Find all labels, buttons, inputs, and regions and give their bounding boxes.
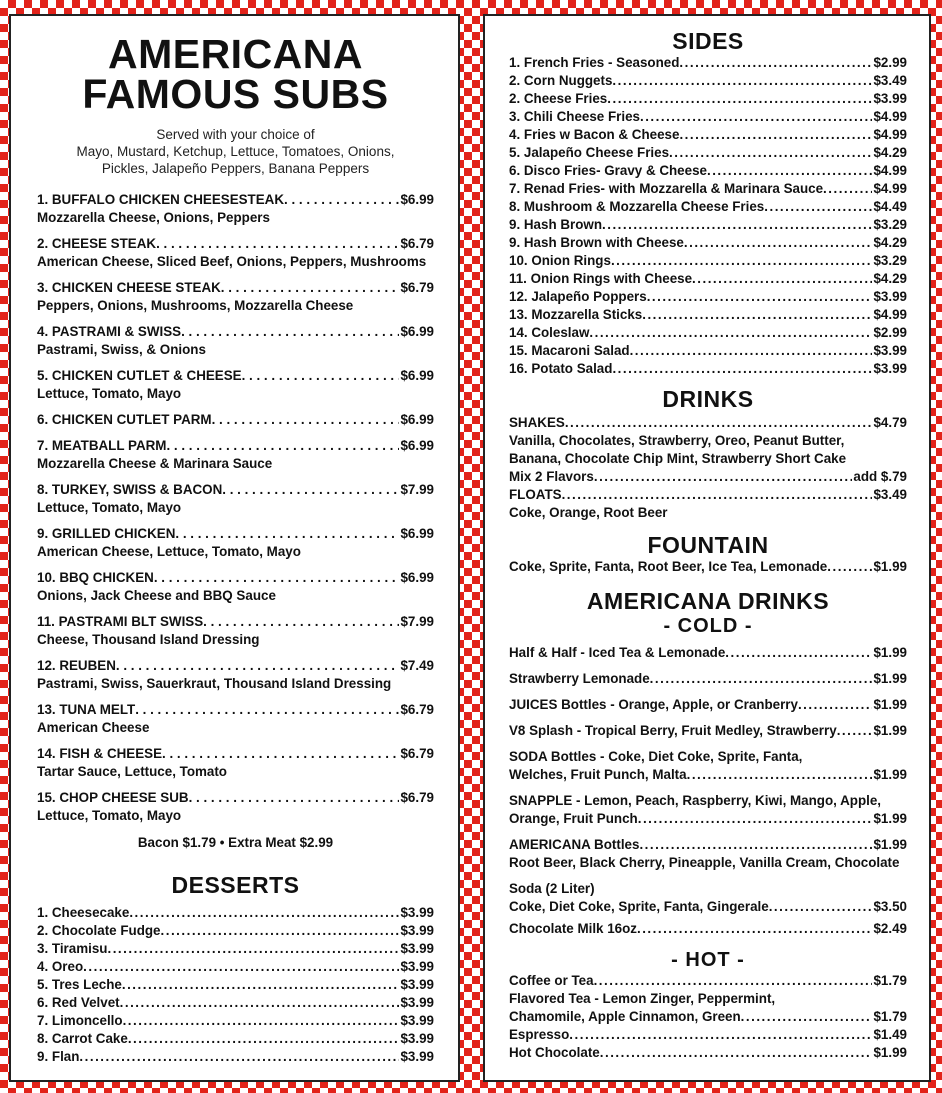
item-price: $7.99: [400, 614, 434, 629]
list-item: [509, 558, 907, 576]
list-item: [37, 904, 434, 922]
item-price: $1.99: [873, 1045, 907, 1060]
item-price: $3.50: [873, 899, 907, 914]
list-item: [509, 108, 907, 126]
list-item: [37, 437, 434, 473]
item-name: 16. Potato Salad: [509, 361, 613, 376]
item-name: Mix 2 Flavors: [509, 469, 594, 484]
item-name: 7. Renad Fries- with Mozzarella & Marinara Sauce: [509, 181, 824, 196]
item-name: Hot Chocolate: [509, 1045, 600, 1060]
fountain-title: FOUNTAIN: [647, 532, 769, 558]
item-description: Mozzarella Cheese & Marinara Sauce: [37, 456, 273, 471]
hot-label: - HOT -: [671, 949, 745, 971]
item-price: $3.29: [873, 217, 907, 232]
item-price: $3.99: [400, 1013, 434, 1028]
item-name: 4. PASTRAMI & SWISS: [37, 324, 182, 339]
item-name: 7. MEATBALL PARM: [37, 438, 167, 453]
list-item: [37, 411, 434, 429]
item-name: 3. CHICKEN CHEESE STEAK: [37, 280, 221, 295]
list-item: [509, 90, 907, 108]
item-description: American Cheese: [37, 720, 150, 735]
item-name: 9. Flan: [37, 1049, 80, 1064]
list-item: [509, 252, 907, 270]
list-item: [37, 922, 434, 940]
item-description: Tartar Sauce, Lettuce, Tomato: [37, 764, 227, 779]
americana-drinks-title: AMERICANA DRINKS: [586, 588, 830, 614]
item-description: Pastrami, Swiss, Sauerkraut, Thousand Island Dressing: [37, 676, 392, 691]
item-price: $4.99: [873, 181, 907, 196]
subs-subtitle-line1: Served with your choice of: [156, 127, 315, 142]
list-item: [509, 468, 907, 486]
item-name: 6. Red Velvet: [37, 995, 120, 1010]
item-price: $4.99: [873, 127, 907, 142]
list-item: [509, 324, 907, 342]
item-price: $3.99: [400, 941, 434, 956]
item-price: $3.29: [873, 253, 907, 268]
item-name: 8. TURKEY, SWISS & BACON: [37, 482, 223, 497]
sides-list: [509, 54, 907, 378]
item-description: Banana, Chocolate Chip Mint, Strawberry Short Cake: [509, 451, 847, 466]
item-name: 1. BUFFALO CHICKEN CHEESESTEAK: [37, 192, 285, 207]
item-price: $3.99: [400, 905, 434, 920]
list-item: [37, 1048, 434, 1066]
item-price: $6.79: [400, 746, 434, 761]
item-name: SHAKES: [509, 415, 565, 430]
item-name: 6. CHICKEN CUTLET PARM: [37, 412, 212, 427]
item-name: 9. Hash Brown with Cheese: [509, 235, 684, 250]
list-item: [37, 1012, 434, 1030]
cold-label: - COLD -: [663, 615, 753, 637]
list-item: [509, 360, 907, 378]
item-name: 10. BBQ CHICKEN: [37, 570, 154, 585]
list-item: [37, 481, 434, 517]
item-name: 12. REUBEN: [37, 658, 116, 673]
item-price: $3.99: [400, 1049, 434, 1064]
list-item: [37, 958, 434, 976]
list-item: [509, 72, 907, 90]
desserts-list: [37, 904, 434, 1066]
list-item: [509, 722, 907, 740]
item-name: 12. Jalapeño Poppers: [509, 289, 647, 304]
item-name: 3. Tiramisu: [37, 941, 108, 956]
item-price: $6.79: [400, 702, 434, 717]
item-name: 5. Jalapeño Cheese Fries: [509, 145, 670, 160]
item-price: $6.79: [400, 236, 434, 251]
item-name: 2. CHEESE STEAK: [37, 236, 157, 251]
sub-extras: Bacon $1.79 • Extra Meat $2.99: [137, 835, 334, 850]
item-price: $1.99: [873, 559, 907, 574]
item-name: Chocolate Milk 16oz: [509, 921, 637, 936]
item-name: FLOATS: [509, 487, 562, 502]
list-item: [509, 898, 907, 916]
item-description: Root Beer, Black Cherry, Pineapple, Vanilla Cream, Chocolate: [509, 855, 900, 870]
item-name: 8. Mushroom & Mozzarella Cheese Fries: [509, 199, 765, 214]
item-price: $6.79: [400, 280, 434, 295]
item-price: $4.49: [873, 199, 907, 214]
item-name: V8 Splash - Tropical Berry, Fruit Medley, Strawberry: [509, 723, 837, 738]
list-item: [509, 414, 907, 432]
list-item: [509, 234, 907, 252]
list-item: [509, 696, 907, 714]
item-name: 1. French Fries - Seasoned: [509, 55, 680, 70]
item-price: $4.99: [873, 163, 907, 178]
list-item: [37, 976, 434, 994]
item-description: American Cheese, Sliced Beef, Onions, Peppers, Mushrooms: [37, 254, 427, 269]
item-name: Coke, Diet Coke, Sprite, Fanta, Gingerale: [509, 899, 769, 914]
drinks-title: DRINKS: [662, 386, 754, 412]
list-item: [509, 766, 907, 784]
item-price: $6.99: [400, 324, 434, 339]
item-name: 9. GRILLED CHICKEN: [37, 526, 176, 541]
item-price: $6.99: [400, 412, 434, 427]
item-name: 3. Chili Cheese Fries: [509, 109, 640, 124]
item-price: $2.49: [873, 921, 907, 936]
item-name: 11. Onion Rings with Cheese: [509, 271, 693, 286]
item-name: 14. FISH & CHEESE: [37, 746, 163, 761]
subs-list: [37, 191, 434, 825]
list-item: [509, 342, 907, 360]
list-item: [509, 162, 907, 180]
item-price: $3.99: [400, 1031, 434, 1046]
subs-title-line2: FAMOUS SUBS: [82, 71, 389, 117]
list-item: [509, 670, 907, 688]
item-description: Pastrami, Swiss, & Onions: [37, 342, 206, 357]
item-description: Vanilla, Chocolates, Strawberry, Oreo, Peanut Butter,: [509, 433, 845, 448]
list-item: [509, 1044, 907, 1062]
list-item: [509, 486, 907, 504]
item-price: $3.99: [873, 289, 907, 304]
item-description: Lettuce, Tomato, Mayo: [37, 808, 182, 823]
item-price: $1.99: [873, 697, 907, 712]
item-description: Lettuce, Tomato, Mayo: [37, 500, 182, 515]
list-item: [509, 972, 907, 990]
item-name: 10. Onion Rings: [509, 253, 611, 268]
list-item: [37, 191, 434, 227]
item-name: 2. Chocolate Fudge: [37, 923, 161, 938]
list-item: [509, 126, 907, 144]
list-item: [37, 367, 434, 403]
list-item: [37, 569, 434, 605]
item-price: $1.99: [873, 645, 907, 660]
item-name: Strawberry Lemonade: [509, 671, 650, 686]
item-price: $4.29: [873, 271, 907, 286]
item-name: 5. CHICKEN CUTLET & CHEESE: [37, 368, 242, 383]
list-item: [37, 1030, 434, 1048]
item-name: 14. Coleslaw: [509, 325, 590, 340]
list-item: [37, 235, 434, 271]
item-name: 11. PASTRAMI BLT SWISS: [37, 614, 204, 629]
item-description: Peppers, Onions, Mushrooms, Mozzarella Cheese: [37, 298, 354, 313]
item-price: $1.99: [873, 811, 907, 826]
item-price: $1.99: [873, 767, 907, 782]
item-description: Soda (2 Liter): [509, 881, 595, 896]
item-description: Flavored Tea - Lemon Zinger, Peppermint,: [509, 991, 776, 1006]
item-price: $1.49: [873, 1027, 907, 1042]
item-name: 15. Macaroni Salad: [509, 343, 630, 358]
list-item: [509, 920, 907, 938]
item-price: $3.99: [873, 343, 907, 358]
item-price: $4.29: [873, 145, 907, 160]
item-price: $3.99: [400, 995, 434, 1010]
item-price: $3.49: [873, 73, 907, 88]
item-name: 2. Corn Nuggets: [509, 73, 613, 88]
item-price: $3.99: [873, 361, 907, 376]
subs-desserts-panel: [9, 14, 460, 1082]
item-name: AMERICANA Bottles: [509, 837, 640, 852]
item-description: Onions, Jack Cheese and BBQ Sauce: [37, 588, 276, 603]
list-item: [509, 270, 907, 288]
list-item: [509, 644, 907, 662]
list-item: [37, 994, 434, 1012]
list-item: [37, 279, 434, 315]
item-name: Chamomile, Apple Cinnamon, Green: [509, 1009, 741, 1024]
item-price: $3.99: [873, 91, 907, 106]
item-description: Mozzarella Cheese, Onions, Peppers: [37, 210, 270, 225]
list-item: [509, 810, 907, 828]
sides-title: SIDES: [672, 28, 744, 54]
list-item: [509, 216, 907, 234]
item-price: $1.99: [873, 723, 907, 738]
subs-title-line1: AMERICANA: [107, 31, 364, 77]
list-item: [509, 836, 907, 854]
item-name: Espresso: [509, 1027, 570, 1042]
list-item: [509, 54, 907, 72]
item-name: 6. Disco Fries- Gravy & Cheese: [509, 163, 707, 178]
item-price: $6.99: [400, 526, 434, 541]
item-name: 5. Tres Leche: [37, 977, 122, 992]
item-name: 4. Fries w Bacon & Cheese: [509, 127, 680, 142]
list-item: [509, 288, 907, 306]
item-price: $6.99: [400, 570, 434, 585]
list-item: [37, 701, 434, 737]
item-name: 13. TUNA MELT: [37, 702, 136, 717]
item-description: American Cheese, Lettuce, Tomato, Mayo: [37, 544, 301, 559]
item-price: $4.29: [873, 235, 907, 250]
item-price: $1.99: [873, 837, 907, 852]
item-name: Coke, Sprite, Fanta, Root Beer, Ice Tea, Lemonade: [509, 559, 828, 574]
item-price: $1.79: [873, 973, 907, 988]
list-item: [37, 323, 434, 359]
list-item: [37, 525, 434, 561]
item-price: $3.99: [400, 959, 434, 974]
item-name: 13. Mozzarella Sticks: [509, 307, 643, 322]
list-item: [37, 745, 434, 781]
item-description: SNAPPLE - Lemon, Peach, Raspberry, Kiwi, Mango, Apple,: [509, 793, 882, 808]
item-name: 9. Hash Brown: [509, 217, 603, 232]
item-name: 7. Limoncello: [37, 1013, 123, 1028]
item-name: JUICES Bottles - Orange, Apple, or Cranberry: [509, 697, 798, 712]
item-price: add $.79: [853, 469, 907, 484]
item-price: $4.99: [873, 109, 907, 124]
item-name: Half & Half - Iced Tea & Lemonade: [509, 645, 726, 660]
item-name: Orange, Fruit Punch: [509, 811, 638, 826]
item-price: $4.79: [873, 415, 907, 430]
list-item: [509, 306, 907, 324]
item-price: $4.99: [873, 307, 907, 322]
item-name: 1. Cheesecake: [37, 905, 130, 920]
item-price: $3.99: [400, 977, 434, 992]
item-price: $7.49: [400, 658, 434, 673]
list-item: [509, 144, 907, 162]
sides-drinks-panel: [483, 14, 931, 1082]
item-price: $7.99: [400, 482, 434, 497]
item-price: $2.99: [873, 325, 907, 340]
item-price: $6.79: [400, 790, 434, 805]
item-description: SODA Bottles - Coke, Diet Coke, Sprite, Fanta,: [509, 749, 803, 764]
item-description: Cheese, Thousand Island Dressing: [37, 632, 260, 647]
item-name: Coffee or Tea: [509, 973, 594, 988]
item-name: 2. Cheese Fries: [509, 91, 608, 106]
list-item: [509, 198, 907, 216]
item-name: Welches, Fruit Punch, Malta: [509, 767, 687, 782]
item-price: $2.99: [873, 55, 907, 70]
item-price: $1.79: [873, 1009, 907, 1024]
item-price: $3.49: [873, 487, 907, 502]
item-price: $6.99: [400, 368, 434, 383]
list-item: [509, 1026, 907, 1044]
desserts-title: DESSERTS: [171, 872, 300, 898]
list-item: [37, 940, 434, 958]
list-item: [37, 789, 434, 825]
item-name: 15. CHOP CHEESE SUB: [37, 790, 189, 805]
list-item: [37, 613, 434, 649]
item-name: 4. Oreo: [37, 959, 84, 974]
item-price: $3.99: [400, 923, 434, 938]
list-item: [37, 657, 434, 693]
subs-subtitle-line3: Pickles, Jalapeño Peppers, Banana Peppers: [101, 161, 370, 176]
item-price: $1.99: [873, 671, 907, 686]
list-item: [509, 180, 907, 198]
item-price: $6.99: [400, 438, 434, 453]
item-description: Coke, Orange, Root Beer: [509, 505, 668, 520]
item-description: Lettuce, Tomato, Mayo: [37, 386, 182, 401]
subs-subtitle-line2: Mayo, Mustard, Ketchup, Lettuce, Tomatoes, Onions,: [76, 144, 395, 159]
list-item: [509, 1008, 907, 1026]
item-name: 8. Carrot Cake: [37, 1031, 128, 1046]
item-price: $6.99: [400, 192, 434, 207]
